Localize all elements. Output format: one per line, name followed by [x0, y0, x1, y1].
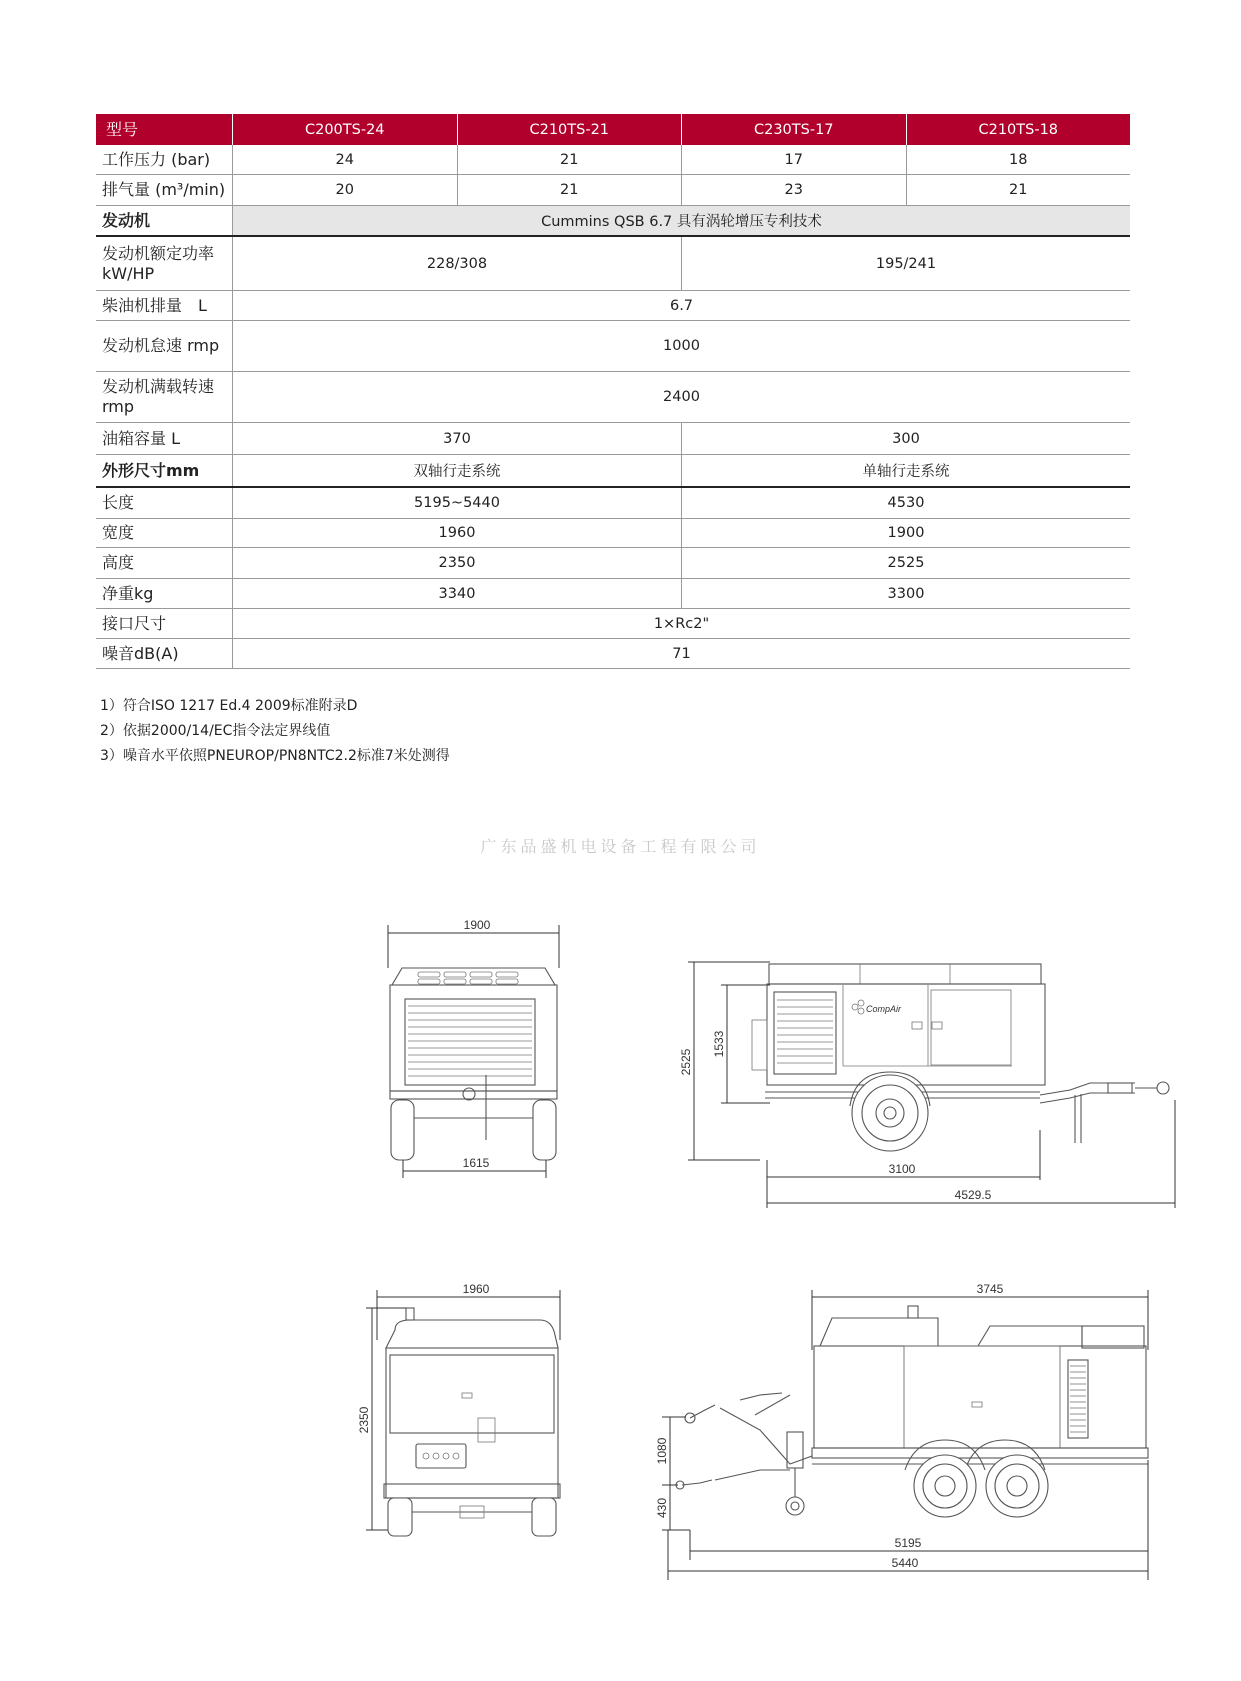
row-label: 长度	[96, 488, 233, 518]
table-cell: 23	[682, 175, 907, 205]
brand-logo: CompAir	[866, 1004, 902, 1014]
section-label: 发动机	[96, 206, 233, 235]
table-cell: 370	[233, 423, 682, 454]
dim-hitch-430: 430	[655, 1497, 669, 1519]
table-cell: Cummins QSB 6.7 具有涡轮增压专利技术	[541, 214, 822, 230]
table-cell: 21	[1009, 182, 1028, 198]
table-cell: 228/308	[233, 237, 682, 290]
table-cell: 21	[458, 175, 683, 205]
single-axle-side-drawing	[679, 962, 1175, 1208]
row-label: 发动机怠速 rmp	[96, 321, 233, 371]
table-cell: 3300	[887, 585, 925, 602]
row-label: 柴油机排量 L	[96, 291, 233, 320]
table-cell: 21	[458, 145, 683, 174]
dim-height-2350: 2350	[357, 1406, 371, 1434]
model-cell: C210TS-21	[458, 114, 683, 145]
table-cell: 3340	[233, 579, 682, 608]
dim-width-1960: 1960	[462, 1282, 490, 1296]
dim-length-3745: 3745	[976, 1282, 1004, 1296]
table-cell: 17	[682, 145, 907, 174]
dim-body-1533: 1533	[712, 1030, 726, 1058]
footnote: 2）依据2000/14/EC指令法定界线值	[100, 723, 331, 739]
table-cell: 20	[233, 175, 458, 205]
header-label: 型号	[96, 114, 233, 145]
row-label: 发动机额定功率 kW/HP	[96, 237, 233, 290]
table-cell: 双轴行走系统	[233, 455, 682, 486]
table-cell: 18	[1009, 151, 1028, 168]
model-cell: C230TS-17	[682, 114, 907, 145]
model-cell: C200TS-24	[233, 114, 458, 145]
table-cell: 1×Rc2"	[653, 615, 710, 632]
dim-length-4529: 4529.5	[954, 1188, 992, 1202]
table-cell: 2525	[887, 555, 925, 571]
dim-length-3100: 3100	[888, 1162, 916, 1176]
table-cell: 300	[892, 430, 920, 447]
footnote: 1）符合ISO 1217 Ed.4 2009标准附录D	[100, 698, 358, 714]
row-label: 工作压力 (bar)	[96, 145, 233, 174]
row-label: 高度	[96, 548, 233, 578]
dim-track-1615: 1615	[462, 1156, 490, 1170]
table-cell: 1960	[233, 519, 682, 547]
table-cell: 1000	[663, 338, 700, 354]
footnote: 3）噪音水平依照PNEUROP/PN8NTC2.2标准7米处测得	[100, 748, 450, 764]
dim-width-1900: 1900	[463, 918, 491, 932]
table-cell: 2400	[663, 389, 700, 405]
table-cell: 1900	[887, 525, 925, 541]
dim-height-2525: 2525	[679, 1048, 693, 1076]
table-cell: 2350	[233, 548, 682, 578]
table-cell: 单轴行走系统	[862, 464, 950, 480]
row-label: 净重kg	[96, 579, 233, 608]
dual-axle-front-drawing	[357, 1282, 560, 1536]
table-cell: 71	[672, 645, 691, 662]
dim-hitch-1080: 1080	[655, 1437, 669, 1465]
row-label: 油箱容量 L	[96, 423, 233, 454]
company-name: 广东品盛机电设备工程有限公司	[480, 837, 761, 856]
row-label: 接口尺寸	[96, 609, 233, 638]
single-axle-front-drawing	[388, 918, 559, 1178]
dual-axle-side-drawing	[655, 1282, 1148, 1580]
row-label: 发动机满载转速 rmp	[96, 372, 233, 422]
dim-length-5440: 5440	[891, 1556, 919, 1570]
model-cell: C210TS-18	[978, 121, 1059, 138]
table-cell: 195/241	[875, 255, 937, 272]
table-cell: 4530	[887, 495, 925, 511]
table-cell: 24	[233, 145, 458, 174]
dim-length-5195: 5195	[894, 1536, 922, 1550]
table-cell: 5195~5440	[233, 488, 682, 518]
table-cell: 6.7	[669, 297, 694, 314]
row-label: 排气量 (m³/min)	[96, 175, 233, 205]
section-label: 外形尺寸mm	[96, 455, 233, 486]
row-label: 宽度	[96, 519, 233, 547]
row-label: 噪音dB(A)	[96, 639, 233, 668]
